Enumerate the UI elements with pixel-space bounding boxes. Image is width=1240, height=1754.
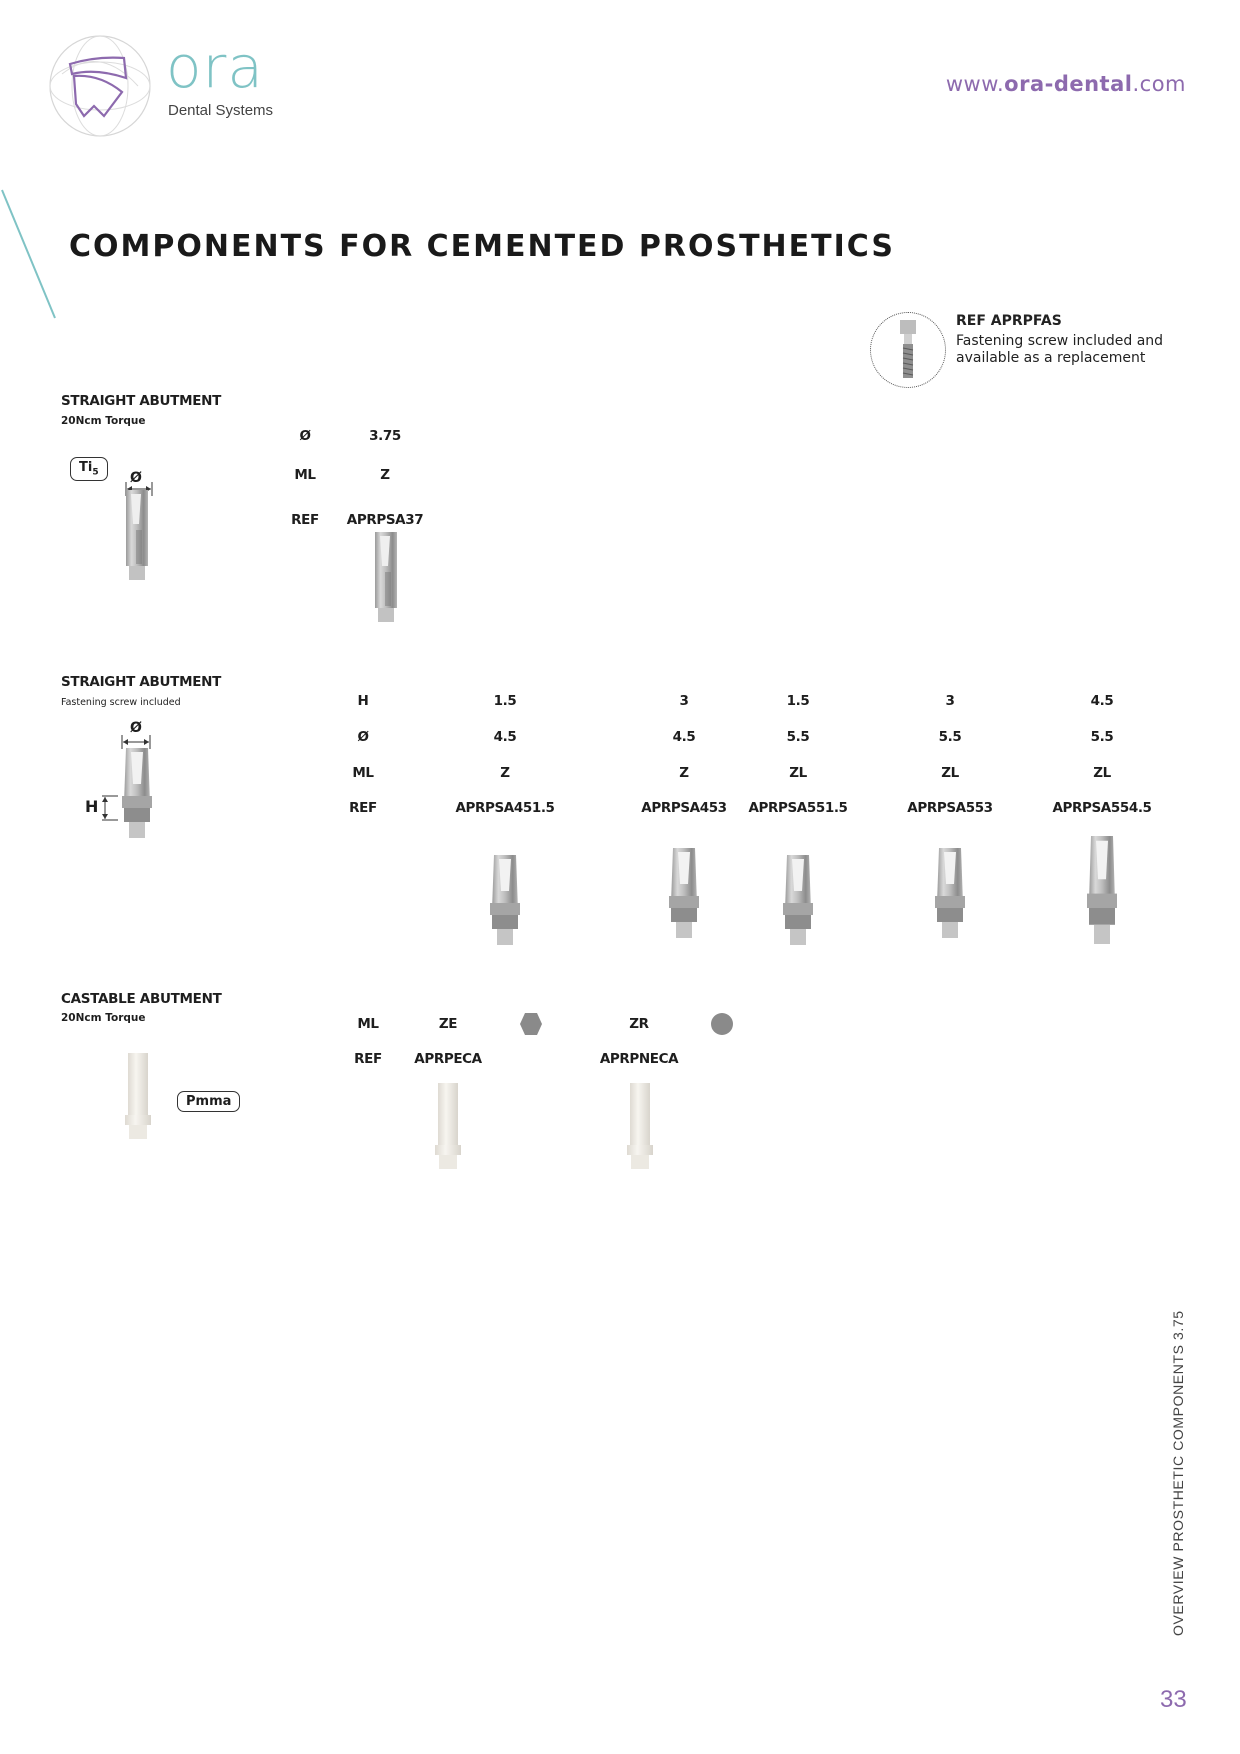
product-image-APRPSA554.5 xyxy=(1086,836,1118,946)
cell-ref[interactable]: APRPSA453 xyxy=(641,800,727,816)
side-section-label: OVERVIEW PROSTHETIC COMPONENTS 3.75 xyxy=(1170,1310,1186,1636)
row-header-ref: REF xyxy=(291,512,319,528)
cell-ref[interactable]: APRPNECA xyxy=(599,1051,679,1067)
website-suffix: .com xyxy=(1132,72,1186,96)
product-image-APRPSA37 xyxy=(373,532,399,624)
decorative-teal-line xyxy=(0,180,60,320)
cell-ref[interactable]: APRPSA37 xyxy=(346,512,424,528)
cell-ref[interactable]: APRPSA554.5 xyxy=(1052,800,1152,816)
cell-ml: ZE xyxy=(438,1016,458,1032)
material-badge-sub: 5 xyxy=(92,467,99,478)
row-header-diameter: Ø xyxy=(357,729,369,745)
height-dim-label: H xyxy=(85,797,99,816)
cell-diameter: 5.5 xyxy=(938,729,962,745)
cell-ml: ZL xyxy=(1093,765,1111,781)
cell-diameter: 4.5 xyxy=(672,729,696,745)
website-link[interactable] xyxy=(946,72,1186,96)
row-header-ml: ML xyxy=(294,467,316,483)
cell-ref[interactable]: APRPECA xyxy=(414,1051,482,1067)
cell-ref[interactable]: APRPSA451.5 xyxy=(455,800,555,816)
abutment-illustration xyxy=(124,490,150,582)
section2-title: STRAIGHT ABUTMENT xyxy=(61,674,222,690)
cell-ml: Z xyxy=(500,765,510,781)
cell-h: 3 xyxy=(679,693,689,709)
screw-image-frame xyxy=(870,312,946,388)
cell-ml: ZL xyxy=(941,765,959,781)
row-header-diameter: Ø xyxy=(299,428,311,444)
section2-subtitle: Fastening screw included xyxy=(61,697,181,708)
logo-emblem-icon xyxy=(48,34,152,138)
screw-desc-line1: Fastening screw included and xyxy=(956,333,1164,349)
cell-h: 1.5 xyxy=(493,693,517,709)
logo-subtitle: Dental Systems xyxy=(168,102,274,119)
website-prefix: www. xyxy=(945,72,1005,96)
abutment-illustration xyxy=(124,1053,152,1141)
diameter-arrow-icon xyxy=(120,735,152,749)
cell-h: 4.5 xyxy=(1090,693,1114,709)
product-image-APRPSA451.5 xyxy=(489,855,521,945)
product-image-APRPSA453 xyxy=(668,848,700,943)
row-header-h: H xyxy=(357,693,369,709)
hexagon-icon xyxy=(519,1012,543,1036)
product-image-APRPECA xyxy=(434,1083,462,1171)
material-badge-text: Ti xyxy=(79,460,93,475)
product-image-APRPSA551.5 xyxy=(782,855,814,945)
logo-wordmark: ora xyxy=(166,33,264,101)
cell-ml: ZR xyxy=(629,1016,649,1032)
cell-ml: Z xyxy=(679,765,689,781)
row-header-ref: REF xyxy=(349,800,377,816)
cell-diameter: 3.75 xyxy=(369,428,401,444)
cell-diameter: 4.5 xyxy=(493,729,517,745)
section1-subtitle: 20Ncm Torque xyxy=(61,415,146,427)
section1-title: STRAIGHT ABUTMENT xyxy=(61,393,222,409)
cell-diameter: 5.5 xyxy=(786,729,810,745)
circle-icon xyxy=(710,1012,734,1036)
section3-subtitle: 20Ncm Torque xyxy=(61,1012,146,1024)
cell-ml: ZL xyxy=(789,765,807,781)
material-badge-pmma: Pmma xyxy=(177,1091,240,1112)
cell-h: 1.5 xyxy=(786,693,810,709)
cell-diameter: 5.5 xyxy=(1090,729,1114,745)
screw-ref: REF APRPFAS xyxy=(956,313,1062,329)
diameter-dim-label: Ø xyxy=(130,720,142,736)
row-header-ml: ML xyxy=(352,765,374,781)
product-image-APRPSA553 xyxy=(934,848,966,943)
screw-note xyxy=(870,310,1210,390)
cell-h: 3 xyxy=(945,693,955,709)
row-header-ref: REF xyxy=(354,1051,382,1067)
diameter-dim-label: Ø xyxy=(130,470,142,486)
material-badge-ti xyxy=(70,457,108,481)
cell-ml: Z xyxy=(380,467,390,483)
cell-ref[interactable]: APRPSA553 xyxy=(907,800,993,816)
page-number: 33 xyxy=(1160,1686,1187,1713)
fastening-screw-icon xyxy=(898,320,918,380)
section3-title: CASTABLE ABUTMENT xyxy=(61,991,222,1007)
row-header-ml: ML xyxy=(357,1016,379,1032)
page-title: COMPONENTS FOR CEMENTED PROSTHETICS xyxy=(69,229,895,264)
screw-desc-line2: available as a replacement xyxy=(956,350,1146,366)
height-arrow-icon xyxy=(100,795,120,821)
abutment-illustration xyxy=(121,748,153,838)
brand-logo xyxy=(48,34,288,138)
website-brand: ora-dental xyxy=(1004,72,1133,96)
cell-ref[interactable]: APRPSA551.5 xyxy=(748,800,848,816)
product-image-APRPNECA xyxy=(626,1083,654,1171)
